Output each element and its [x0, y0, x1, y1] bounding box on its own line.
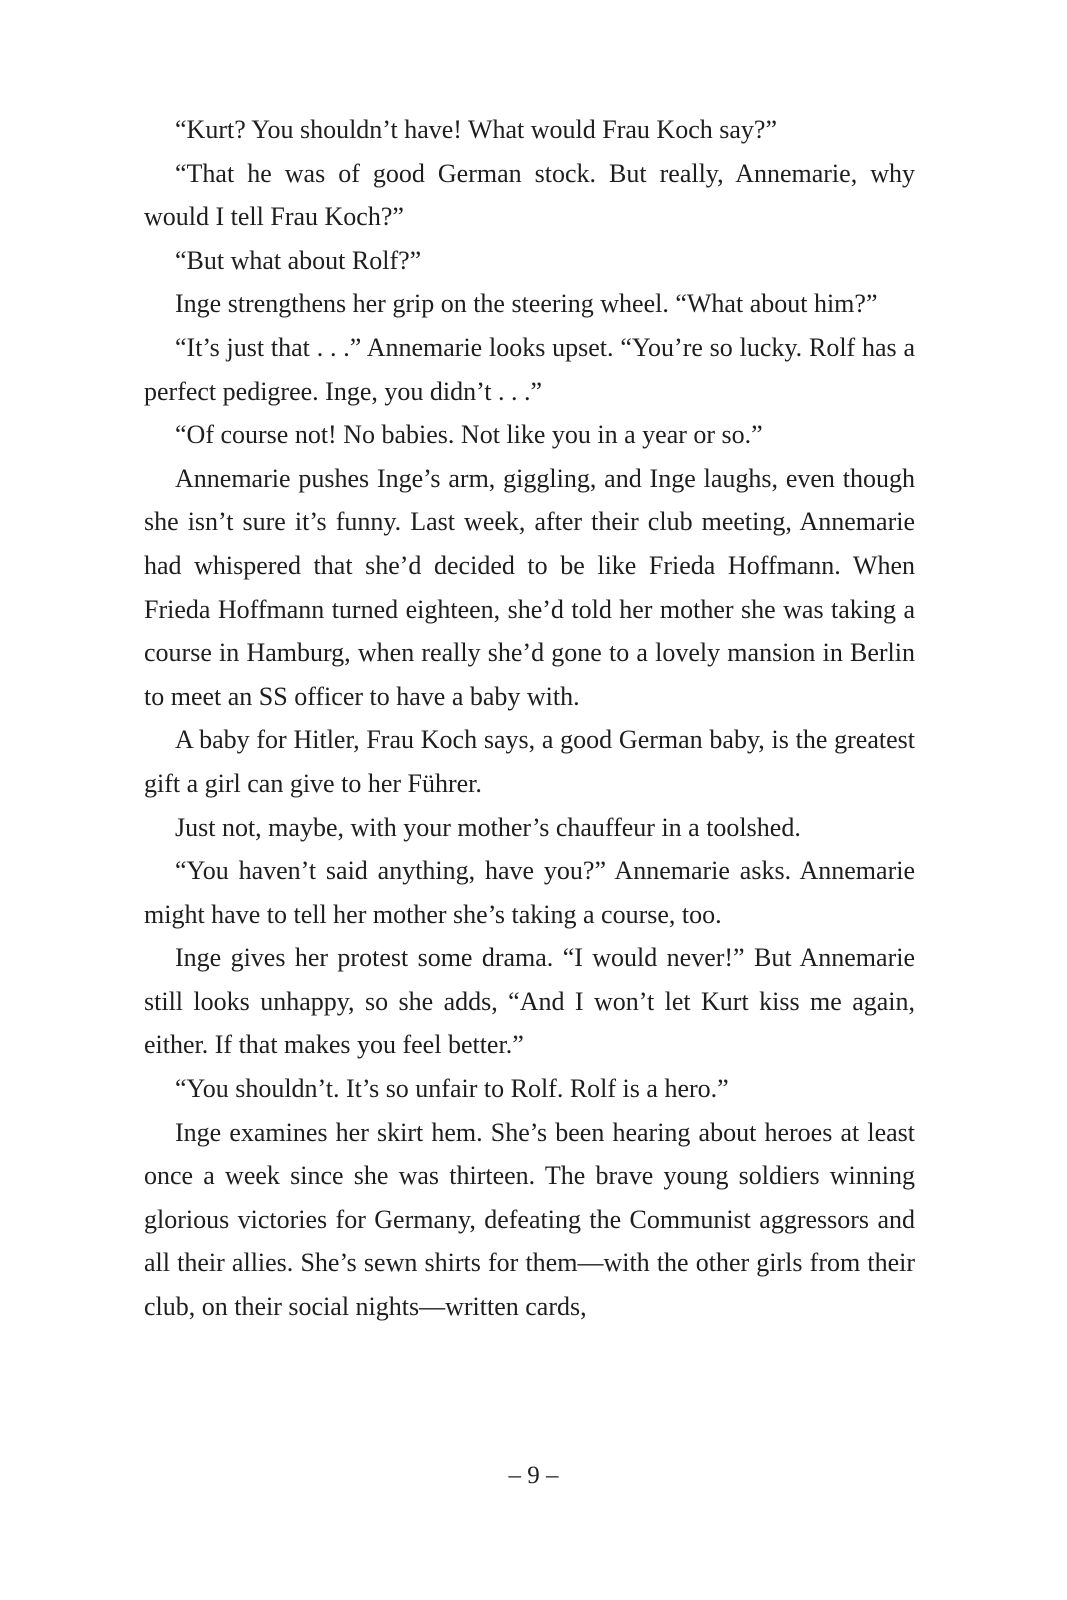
page-number: – 9 –	[508, 1462, 559, 1489]
paragraph: Inge strengthens her grip on the steering wheel. “What about him?”	[175, 289, 878, 319]
paragraph: “You shouldn’t. It’s so unfair to Rolf. Rolf is a hero.”	[175, 1074, 729, 1104]
paragraph: “You haven’t said anything, have you?” Annemarie asks. Annemarie might have to tell her mother she’s taking a course, too.	[144, 856, 915, 929]
paragraph: “But what about Rolf?”	[175, 245, 422, 275]
paragraph: Annemarie pushes Inge’s arm, giggling, and Inge laughs, even though she isn’t sure it’s funny. Last week, after their club meeting, Annemarie had whispered that she’d decided to be like Frieda Hoffmann. When Frieda Hoffmann turned eighteen, she’d told her mother she was taking a course in Hamburg, when really she’d gone to a lovely mansion in Berlin to meet an SS officer to have a baby with.	[144, 463, 915, 711]
paragraph: Inge examines her skirt hem. She’s been hearing about heroes at least once a week since she was thirteen. The brave young soldiers winning glorious victories for Germany, defeating the Communist aggressors and all their allies. She’s sewn shirts for them—with the other girls from their club, on their social nights—written cards,	[144, 1117, 915, 1322]
paragraph: “Of course not! No babies. Not like you in a year or so.”	[175, 420, 763, 450]
paragraph: Inge gives her protest some drama. “I would never!” But Annemarie still looks unhappy, so she adds, “And I won’t let Kurt kiss me again, either. If that makes you feel better.”	[144, 943, 915, 1060]
paragraph: Just not, maybe, with your mother’s chauffeur in a toolshed.	[175, 812, 801, 842]
paragraph: “Kurt? You shouldn’t have! What would Frau Koch say?”	[175, 115, 777, 144]
paragraph: “It’s just that . . .” Annemarie looks upset. “You’re so lucky. Rolf has a perfect pedigree. Inge, you didn’t . . .”	[144, 332, 915, 406]
paragraph: A baby for Hitler, Frau Koch says, a good German baby, is the greatest gift a girl can give to her Führer.	[144, 725, 915, 798]
paragraph: “That he was of good German stock. But really, Annemarie, why would I tell Frau Koch?”	[144, 158, 915, 232]
body-text	[144, 108, 915, 1329]
